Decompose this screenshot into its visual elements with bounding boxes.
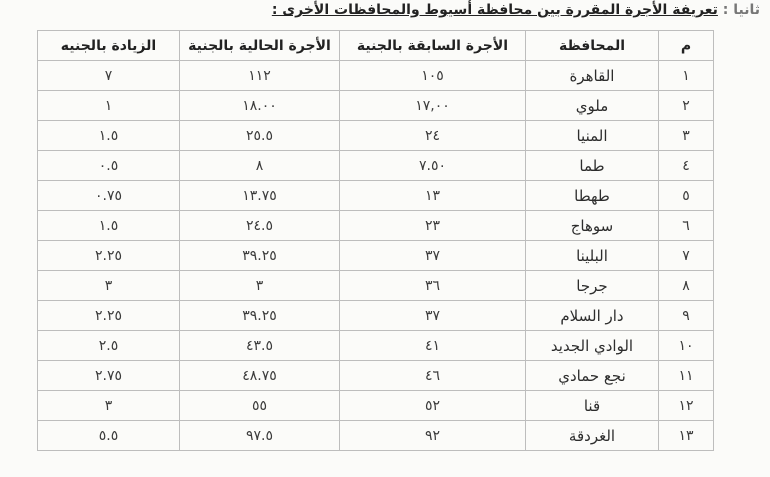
governorate-cell: طهطا — [526, 181, 659, 211]
previous-fare-cell: ٤١ — [340, 331, 526, 361]
row-number: ١٢ — [659, 391, 714, 421]
increase-cell: ٥.٥ — [38, 421, 180, 451]
section-title: تعريفة الأجرة المقررة بين محافظة أسيوط والمحافظات الأخرى : — [271, 2, 718, 18]
governorate-cell: الغردقة — [526, 421, 659, 451]
increase-cell: ٣ — [38, 391, 180, 421]
governorate-cell: الوادي الجديد — [526, 331, 659, 361]
current-fare-cell: ١٨.٠٠ — [180, 91, 340, 121]
governorate-cell: البلينا — [526, 241, 659, 271]
header-previous-fare: الأجرة السابقة بالجنية — [340, 31, 526, 61]
previous-fare-cell: ٤٦ — [340, 361, 526, 391]
current-fare-cell: ٣٩.٢٥ — [180, 241, 340, 271]
row-number: ٧ — [659, 241, 714, 271]
row-number: ١١ — [659, 361, 714, 391]
governorate-cell: طما — [526, 151, 659, 181]
row-number: ٤ — [659, 151, 714, 181]
header-governorate: المحافظة — [526, 31, 659, 61]
previous-fare-cell: ٢٣ — [340, 211, 526, 241]
current-fare-cell: ٥٥ — [180, 391, 340, 421]
governorate-cell: دار السلام — [526, 301, 659, 331]
header-increase: الزيادة بالجنيه — [38, 31, 180, 61]
governorate-cell: ملوي — [526, 91, 659, 121]
current-fare-cell: ٢٤.٥ — [180, 211, 340, 241]
current-fare-cell: ٤٨.٧٥ — [180, 361, 340, 391]
previous-fare-cell: ٧.٥٠ — [340, 151, 526, 181]
current-fare-cell: ٨ — [180, 151, 340, 181]
increase-cell: ١.٥ — [38, 211, 180, 241]
section-prefix: ثانيا : — [722, 2, 760, 18]
increase-cell: ١ — [38, 91, 180, 121]
row-number: ٢ — [659, 91, 714, 121]
current-fare-cell: ١١٢ — [180, 61, 340, 91]
governorate-cell: نجع حمادي — [526, 361, 659, 391]
row-number: ٨ — [659, 271, 714, 301]
table-row — [38, 181, 714, 211]
row-number: ٥ — [659, 181, 714, 211]
increase-cell: ٢.٢٥ — [38, 241, 180, 271]
table-row — [38, 91, 714, 121]
header-current-fare: الأجرة الحالية بالجنية — [180, 31, 340, 61]
table-row — [38, 241, 714, 271]
governorate-cell: قنا — [526, 391, 659, 421]
row-number: ٩ — [659, 301, 714, 331]
section-heading — [272, 2, 760, 18]
increase-cell: ٢.٢٥ — [38, 301, 180, 331]
current-fare-cell: ٣٩.٢٥ — [180, 301, 340, 331]
table-row — [38, 301, 714, 331]
current-fare-cell: ٤٣.٥ — [180, 331, 340, 361]
previous-fare-cell: ٥٢ — [340, 391, 526, 421]
previous-fare-cell: ٢٤ — [340, 121, 526, 151]
row-number: ٣ — [659, 121, 714, 151]
table-row — [38, 361, 714, 391]
table-row — [38, 121, 714, 151]
table-row — [38, 61, 714, 91]
increase-cell: ٢.٧٥ — [38, 361, 180, 391]
row-number: ١٠ — [659, 331, 714, 361]
increase-cell: ٢.٥ — [38, 331, 180, 361]
governorate-cell: سوهاج — [526, 211, 659, 241]
increase-cell: ٠.٧٥ — [38, 181, 180, 211]
governorate-cell: المنيا — [526, 121, 659, 151]
table-row — [38, 211, 714, 241]
current-fare-cell: ٣ — [180, 271, 340, 301]
increase-cell: ١.٥ — [38, 121, 180, 151]
previous-fare-cell: ١٠٥ — [340, 61, 526, 91]
row-number: ١ — [659, 61, 714, 91]
current-fare-cell: ٩٧.٥ — [180, 421, 340, 451]
table-row — [38, 151, 714, 181]
increase-cell: ٠.٥ — [38, 151, 180, 181]
table-row — [38, 421, 714, 451]
previous-fare-cell: ١٣ — [340, 181, 526, 211]
previous-fare-cell: ٣٧ — [340, 301, 526, 331]
previous-fare-cell: ١٧,٠٠ — [340, 91, 526, 121]
previous-fare-cell: ٩٢ — [340, 421, 526, 451]
current-fare-cell: ١٣.٧٥ — [180, 181, 340, 211]
row-number: ٦ — [659, 211, 714, 241]
governorate-cell: القاهرة — [526, 61, 659, 91]
header-number: م — [659, 31, 714, 61]
row-number: ١٣ — [659, 421, 714, 451]
previous-fare-cell: ٣٧ — [340, 241, 526, 271]
table-header-row — [38, 31, 714, 61]
current-fare-cell: ٢٥.٥ — [180, 121, 340, 151]
fares-table — [37, 30, 714, 451]
table-row — [38, 391, 714, 421]
table-row — [38, 271, 714, 301]
increase-cell: ٣ — [38, 271, 180, 301]
governorate-cell: جرجا — [526, 271, 659, 301]
table-row — [38, 331, 714, 361]
increase-cell: ٧ — [38, 61, 180, 91]
previous-fare-cell: ٣٦ — [340, 271, 526, 301]
